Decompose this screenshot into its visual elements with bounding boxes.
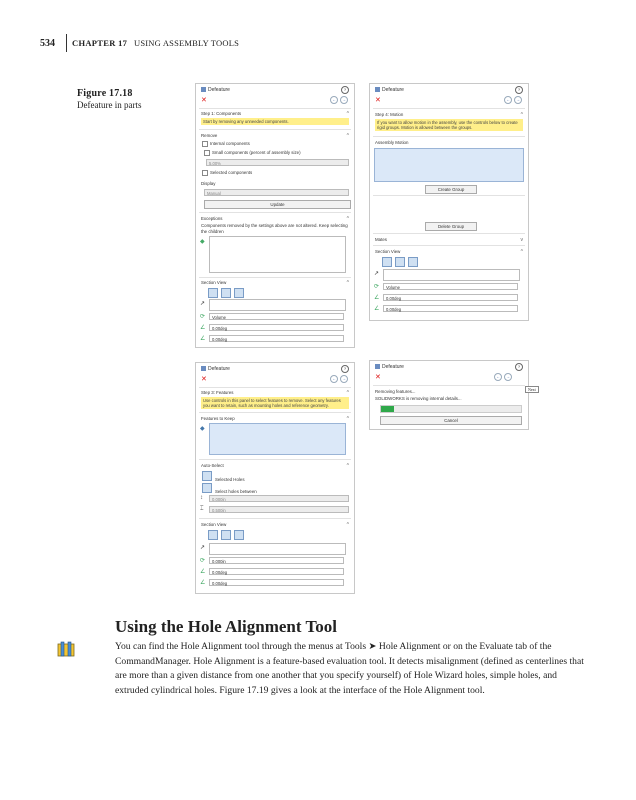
offset-icon: ⟳ bbox=[374, 284, 380, 290]
step-note: If you want to allow motion in the assembly, use the controls below to create rigid groups. Motion is allowed between the groups. bbox=[375, 119, 523, 131]
collapse-icon[interactable]: ^ bbox=[346, 390, 349, 396]
update-button[interactable]: Update bbox=[204, 200, 351, 209]
next-arrow-icon[interactable]: → bbox=[506, 374, 510, 379]
front-plane-icon[interactable] bbox=[208, 530, 218, 540]
next-arrow-icon[interactable]: → bbox=[342, 97, 346, 102]
nav-buttons bbox=[328, 375, 348, 383]
panel-title: Defeature bbox=[375, 87, 404, 93]
defeature-panel-progress bbox=[369, 360, 529, 430]
angle-icon: ∠ bbox=[200, 336, 206, 342]
defeature-icon bbox=[201, 87, 206, 92]
next-arrow-icon[interactable]: → bbox=[516, 97, 520, 102]
close-icon[interactable]: ✕ bbox=[201, 376, 207, 383]
step-note: Start by removing any unneeded components. bbox=[201, 118, 349, 125]
auto-select-section: Auto-Select ^ bbox=[201, 463, 349, 469]
step-title: Step 4: Motion ^ bbox=[375, 112, 523, 118]
angle-icon: ∠ bbox=[200, 325, 206, 331]
help-icon[interactable]: ? bbox=[341, 86, 349, 94]
component-icon: ◆ bbox=[200, 239, 205, 245]
progress-fill bbox=[381, 406, 394, 412]
back-arrow-icon[interactable]: ← bbox=[332, 97, 336, 102]
section-selection-box[interactable] bbox=[209, 299, 346, 311]
figure-caption: Defeature in parts bbox=[77, 100, 142, 110]
pointer-icon: ↗ bbox=[200, 301, 206, 307]
display-select[interactable]: Manual bbox=[204, 189, 349, 196]
delete-group-button[interactable]: Delete Group bbox=[425, 222, 477, 231]
rotation-x-field[interactable]: 0.00deg bbox=[383, 294, 518, 301]
defeature-panel-features bbox=[195, 362, 355, 594]
display-label: Display bbox=[201, 181, 216, 186]
offset-icon: ⟳ bbox=[200, 558, 206, 564]
hole-icon bbox=[202, 471, 212, 481]
defeature-icon bbox=[201, 366, 206, 371]
select-holes-between-option[interactable]: Select holes between bbox=[202, 483, 257, 494]
assembly-motion-list[interactable] bbox=[374, 148, 524, 182]
next-arrow-icon[interactable]: → bbox=[342, 376, 346, 381]
chapter-label: CHAPTER 17 bbox=[72, 38, 128, 48]
section-offset-field[interactable]: Volume bbox=[209, 313, 344, 320]
close-icon[interactable]: ✕ bbox=[201, 97, 207, 104]
remove-section: Remove ^ bbox=[201, 133, 349, 139]
header-divider bbox=[66, 34, 67, 52]
rotation-y-field[interactable]: 0.00deg bbox=[383, 305, 518, 312]
section-offset-field[interactable]: 0.000in bbox=[209, 557, 344, 564]
pointer-icon: ↗ bbox=[374, 271, 380, 277]
collapse-icon[interactable]: ^ bbox=[346, 416, 349, 422]
section-view-section: Section View ^ bbox=[201, 522, 349, 528]
collapse-icon[interactable]: ^ bbox=[520, 249, 523, 255]
section-view-section: Section View ^ bbox=[375, 249, 523, 255]
defeature-icon bbox=[375, 364, 380, 369]
rotation-x-field[interactable]: 0.00deg bbox=[209, 324, 344, 331]
right-plane-icon[interactable] bbox=[408, 257, 418, 267]
max-diameter-field[interactable]: 0.500in bbox=[209, 506, 349, 513]
pointer-icon: ↗ bbox=[200, 545, 206, 551]
section-plane-buttons bbox=[208, 530, 247, 541]
defeature-icon bbox=[375, 87, 380, 92]
percent-field[interactable]: 5.00% bbox=[206, 159, 349, 166]
back-arrow-icon[interactable]: ← bbox=[332, 376, 336, 381]
section-selection-box[interactable] bbox=[383, 269, 520, 281]
front-plane-icon[interactable] bbox=[382, 257, 392, 267]
close-icon[interactable]: ✕ bbox=[375, 374, 381, 381]
rotation-y-field[interactable]: 0.00deg bbox=[209, 335, 344, 342]
collapse-icon[interactable]: ^ bbox=[520, 112, 523, 118]
nav-buttons bbox=[502, 96, 522, 104]
expand-icon[interactable]: v bbox=[520, 237, 523, 243]
exceptions-note: Components removed by the settings above are not altered. Keep selecting the children bbox=[201, 223, 348, 234]
features-to-keep-list[interactable] bbox=[209, 423, 346, 455]
rotation-x-field[interactable]: 0.00deg bbox=[209, 568, 344, 575]
collapse-icon[interactable]: ^ bbox=[346, 133, 349, 139]
collapse-icon[interactable]: ^ bbox=[346, 111, 349, 117]
mates-section: Mates v bbox=[375, 237, 523, 243]
panel-title: Defeature bbox=[201, 366, 230, 372]
panel-title: Defeature bbox=[201, 87, 230, 93]
top-plane-icon[interactable] bbox=[221, 288, 231, 298]
section-heading: Using the Hole Alignment Tool bbox=[115, 617, 337, 636]
section-offset-field[interactable]: Volume bbox=[383, 283, 518, 290]
features-to-keep-section: Features to Keep ^ bbox=[201, 416, 349, 422]
min-diameter-field[interactable]: 0.000in bbox=[209, 495, 349, 502]
figure-label: Figure 17.18 bbox=[77, 88, 133, 99]
status-line-2: SOLIDWORKS is removing internal details... bbox=[375, 396, 462, 401]
step-note: Use controls in this panel to select features to remove. Select any features you want to retain, such as mounting holes and reference geometry. bbox=[201, 397, 349, 409]
panel-title: Defeature bbox=[375, 364, 404, 370]
defeature-panel-motion bbox=[369, 83, 529, 321]
next-tooltip: Next bbox=[525, 386, 539, 393]
help-icon[interactable]: ? bbox=[341, 365, 349, 373]
max-diameter-icon: ⌶ bbox=[200, 506, 204, 512]
assembly-motion-label: Assembly Motion bbox=[375, 140, 409, 145]
front-plane-icon[interactable] bbox=[208, 288, 218, 298]
min-diameter-icon: ↕ bbox=[200, 495, 203, 501]
help-icon[interactable]: ? bbox=[515, 363, 523, 371]
selected-holes-option[interactable]: Selected Holes bbox=[202, 471, 245, 482]
offset-icon: ⟳ bbox=[200, 314, 206, 320]
angle-icon: ∠ bbox=[374, 295, 380, 301]
angle-icon: ∠ bbox=[374, 306, 380, 312]
page-number: 534 bbox=[40, 38, 55, 49]
small-components-checkbox[interactable]: Small components (percent of assembly size) bbox=[204, 150, 301, 156]
section-selection-box[interactable] bbox=[209, 543, 346, 555]
rotation-y-field[interactable]: 0.00deg bbox=[209, 579, 344, 586]
chapter-title: USING ASSEMBLY TOOLS bbox=[134, 38, 240, 48]
back-arrow-icon[interactable]: ← bbox=[496, 374, 500, 379]
progress-bar bbox=[380, 405, 522, 413]
status-line-1: Removing features... bbox=[375, 389, 416, 394]
defeature-panel-components bbox=[195, 83, 355, 348]
exceptions-section: Exceptions ^ bbox=[201, 216, 349, 222]
help-icon[interactable]: ? bbox=[515, 86, 523, 94]
top-plane-icon[interactable] bbox=[221, 530, 231, 540]
body-paragraph: You can find the Hole Alignment tool through the menus at Tools ➤ Hole Alignment or on the Evaluate tab of the CommandManager. Hole Alignment is a feature-based evaluation tool. It detects misalignment (defined as centerlines that are more than a given distance from one another that you specify yourself) of Hole Wizard holes, simple holes, and extruded cylindrical holes. Figure 17.19 gives a look at the interface of the Hole Alignment tool. bbox=[115, 641, 584, 696]
right-plane-icon[interactable] bbox=[234, 530, 244, 540]
top-plane-icon[interactable] bbox=[395, 257, 405, 267]
section-plane-buttons bbox=[208, 288, 247, 299]
collapse-icon[interactable]: ^ bbox=[346, 216, 349, 222]
cancel-button[interactable]: Cancel bbox=[380, 416, 522, 425]
hole-range-icon bbox=[202, 483, 212, 493]
collapse-icon[interactable]: ^ bbox=[346, 463, 349, 469]
section-plane-buttons bbox=[382, 257, 421, 268]
create-group-button[interactable]: Create Group bbox=[425, 185, 477, 194]
nav-buttons bbox=[492, 373, 512, 381]
section-view-section: Section View ^ bbox=[201, 280, 349, 286]
close-icon[interactable]: ✕ bbox=[375, 97, 381, 104]
hole-alignment-icon bbox=[57, 641, 75, 657]
feature-icon: ◆ bbox=[200, 426, 205, 432]
nav-buttons bbox=[328, 96, 348, 104]
step-title: Step 3: Features ^ bbox=[201, 390, 349, 396]
back-arrow-icon[interactable]: ← bbox=[506, 97, 510, 102]
selected-components-checkbox[interactable]: Selected components bbox=[202, 170, 252, 176]
collapse-icon[interactable]: ^ bbox=[346, 522, 349, 528]
internal-components-checkbox[interactable]: Internal components bbox=[202, 141, 250, 147]
step-title: Step 1: Components ^ bbox=[201, 111, 349, 117]
right-plane-icon[interactable] bbox=[234, 288, 244, 298]
angle-icon: ∠ bbox=[200, 569, 206, 575]
angle-icon: ∠ bbox=[200, 580, 206, 586]
exceptions-list[interactable] bbox=[209, 236, 346, 273]
collapse-icon[interactable]: ^ bbox=[346, 280, 349, 286]
